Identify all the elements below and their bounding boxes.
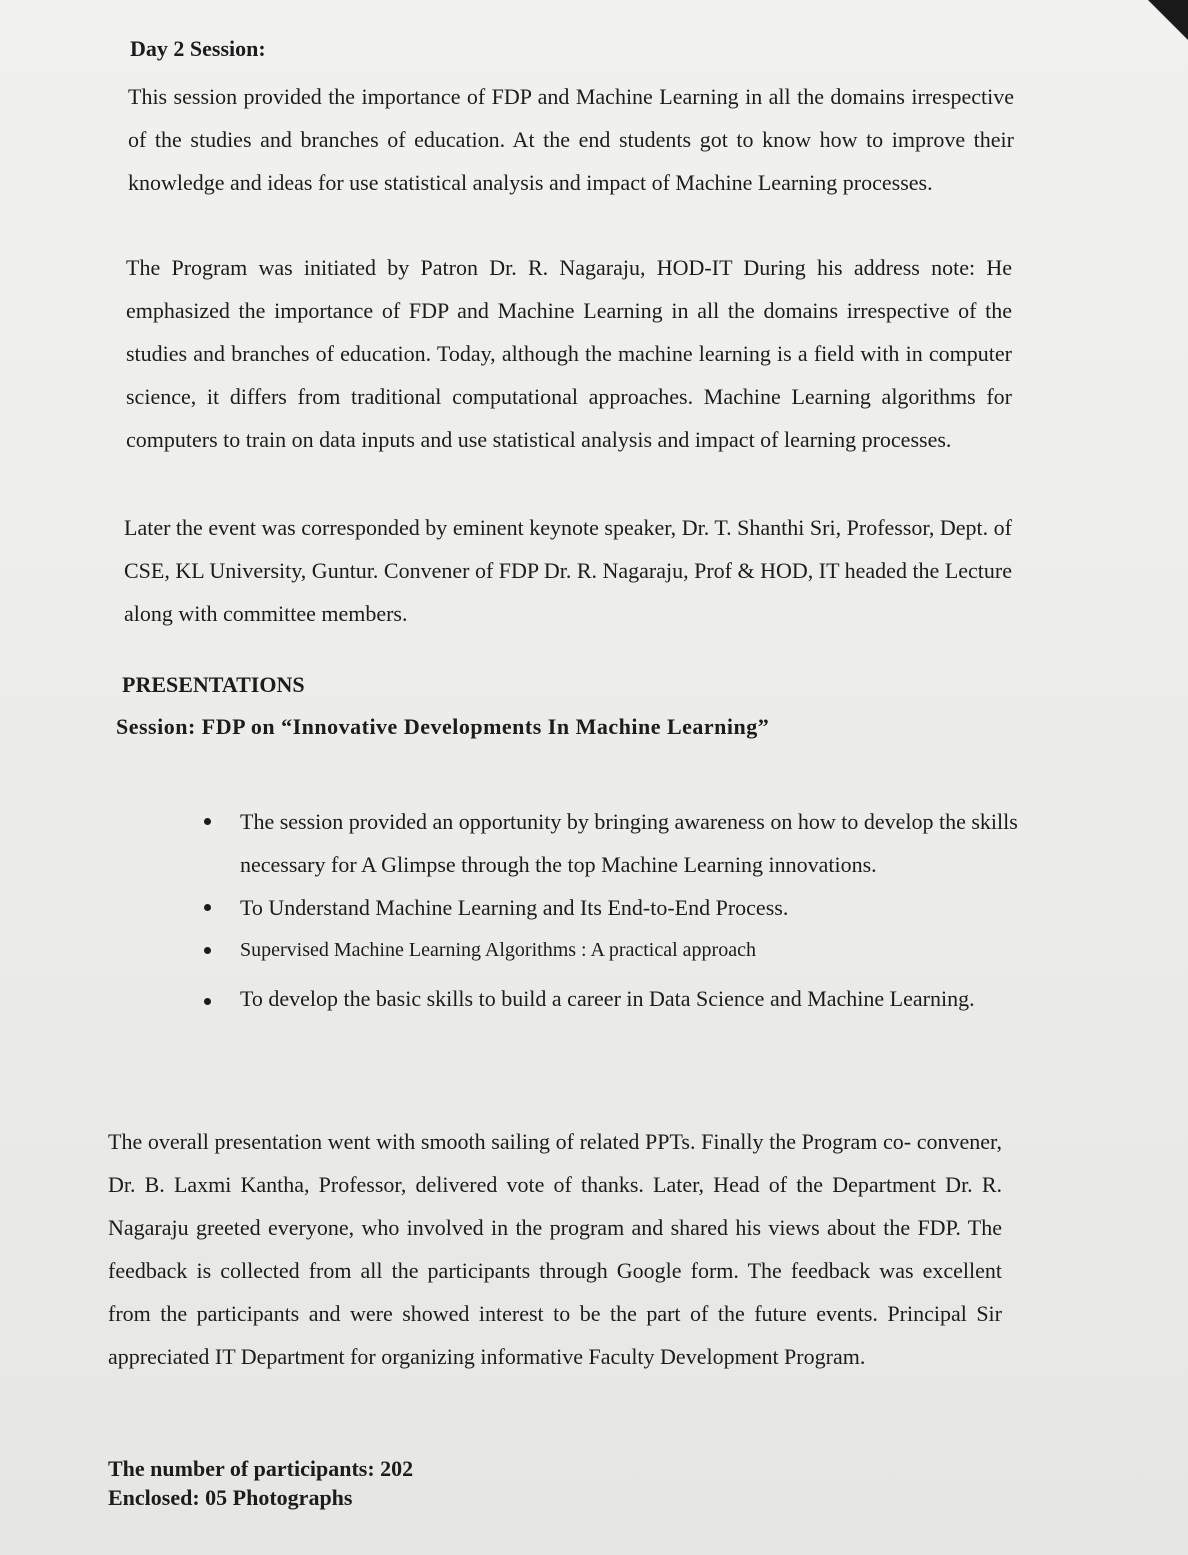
bullet-item [198, 886, 1018, 929]
bullet-dot-icon [204, 904, 211, 911]
bullet-item [198, 929, 1018, 972]
bullet-text: The session provided an opportunity by bringing awareness on how to develop the skills necessary for A Glimpse through the top Machine Learning innovations. [240, 809, 1018, 877]
day2-paragraph-2: The Program was initiated by Patron Dr. R. Nagaraju, HOD-IT During his address note: He emphasized the importance of FDP and Machine Learning in all the domains irrespective of the studies and branches of education. Today, although the machine learning is a field with in computer science, it differs from traditional computational approaches. Machine Learning algorithms for computers to train on data inputs and use statistical analysis and impact of learning processes. [126, 255, 1012, 452]
day2-paragraph-1: This session provided the importance of FDP and Machine Learning in all the domains irrespective of the studies and branches of education. At the end students got to know how to improve their knowledge and ideas for use statistical analysis and impact of Machine Learning processes. [128, 84, 1014, 195]
page-corner-shadow [1148, 0, 1188, 40]
day2-session-heading: Day 2 Session: [130, 36, 266, 61]
participants-count: The number of participants: 202 [108, 1456, 414, 1481]
bullet-dot-icon [204, 998, 211, 1005]
presentation-bullet-list [198, 800, 1018, 1018]
bullet-text: Supervised Machine Learning Algorithms : A practical approach [240, 939, 756, 961]
bullet-item [198, 972, 1018, 1018]
presentations-heading: PRESENTATIONS [122, 672, 305, 697]
session-title: Session: FDP on “Innovative Developments In Machine Learning” [116, 714, 770, 739]
bullet-dot-icon [204, 947, 211, 954]
day2-paragraph-3: Later the event was corresponded by eminent keynote speaker, Dr. T. Shanthi Sri, Professor, Dept. of CSE, KL University, Guntur. Convener of FDP Dr. R. Nagaraju, Prof & HOD, IT headed the Lecture along with committee members. [124, 515, 1012, 626]
closing-paragraph: The overall presentation went with smooth sailing of related PPTs. Finally the Program co- convener, Dr. B. Laxmi Kantha, Professor, delivered vote of thanks. Later, Head of the Department Dr. R. Nagaraju greeted everyone, who involved in the program and shared his views about the FDP. The feedback is collected from all the participants through Google form. The feedback was excellent from the participants and were showed interest to be the part of the future events. Principal Sir appreciated IT Department for organizing informative Faculty Development Program. [108, 1129, 1002, 1369]
bullet-text: To develop the basic skills to build a career in Data Science and Machine Learning. [240, 986, 975, 1011]
bullet-item [198, 800, 1018, 886]
bullet-text: To Understand Machine Learning and Its End-to-End Process. [240, 895, 789, 920]
bullet-dot-icon [204, 818, 211, 825]
enclosed-photographs: Enclosed: 05 Photographs [108, 1485, 353, 1510]
